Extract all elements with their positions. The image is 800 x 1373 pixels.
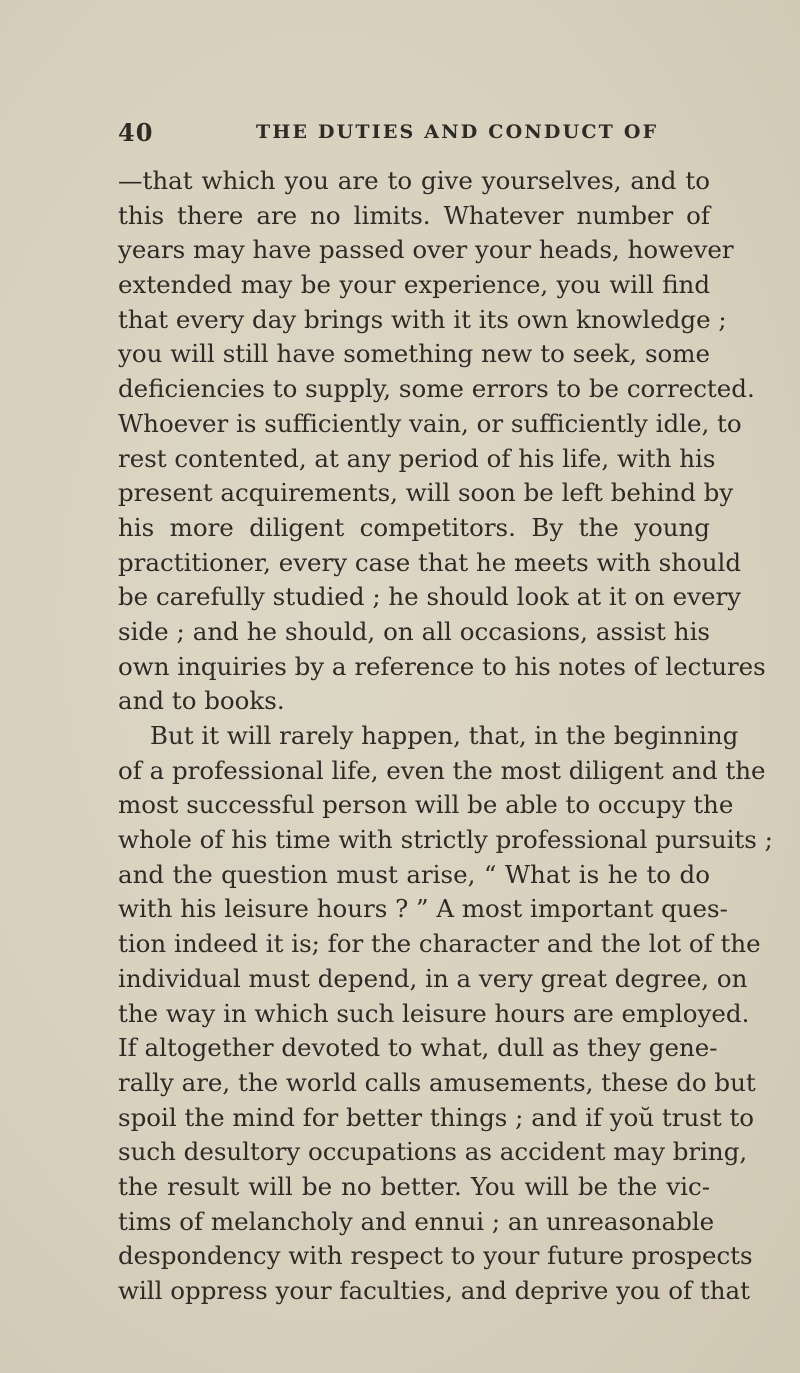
text-line: individual must depend, in a very great degree, on [118,963,748,993]
body-text [118,164,773,1309]
text-line: despondency with respect to your future prospects [118,1241,753,1271]
text-line: years may have passed over your heads, however [118,235,734,265]
text-line: deficiencies to supply, some errors to be corrected. [118,374,755,404]
text-line: be carefully studied ; he should look at it on every [118,582,742,612]
text-line: But it will rarely happen, that, in the beginning [150,721,739,750]
text-line: will oppress your faculties, and deprive you of that [118,1276,750,1305]
text-line: and the question must arise, “ What is he to do [118,859,710,889]
text-line: of a professional life, even the most diligent and the [118,755,766,785]
running-head [118,118,704,148]
text-line: the result will be no better. You will be the vic- [118,1171,710,1201]
text-line: tims of melancholy and ennui ; an unreasonable [118,1206,715,1236]
text-line: the way in which such leisure hours are employed. [118,998,750,1028]
text-line: most successful person will be able to occupy the [118,790,734,820]
text-line: such desultory occupations as accident may bring, [118,1137,748,1167]
text-line: present acquirements, will soon be left behind by [118,478,734,508]
text-line: tion indeed it is; for the character and the lot of the [118,929,761,959]
running-title: THE DUTIES AND CONDUCT OF [256,121,659,143]
text-line: If altogether devoted to what, dull as they gene- [118,1033,718,1063]
text-line: Whoever is sufficiently vain, or sufficiently idle, to [118,408,742,438]
text-line: —that which you are to give yourselves, and to [118,166,710,195]
text-line: you will still have something new to seek, some [118,339,710,369]
text-line: whole of his time with strictly professional pursuits ; [118,825,773,855]
text-line: own inquiries by a reference to his notes of lectures [118,651,766,681]
text-line: that every day brings with it its own knowledge ; [118,304,727,334]
text-line: and to books. [118,686,285,716]
text-line: rest contented, at any period of his life, with his [118,443,716,473]
text-line: his more diligent competitors. By the young [118,512,710,542]
text-line: extended may be your experience, you will find [118,270,710,300]
text-line: with his leisure hours ? ” A most important ques- [118,894,728,924]
text-line: practitioner, every case that he meets with should [118,547,742,577]
text-line: rally are, the world calls amusements, these do but [118,1067,756,1097]
page-number: 40 [118,118,154,147]
text-line: this there are no limits. Whatever number of [118,200,710,230]
text-line: side ; and he should, on all occasions, assist his [118,616,710,646]
text-line: spoil the mind for better things ; and if yoŭ trust to [118,1102,755,1132]
